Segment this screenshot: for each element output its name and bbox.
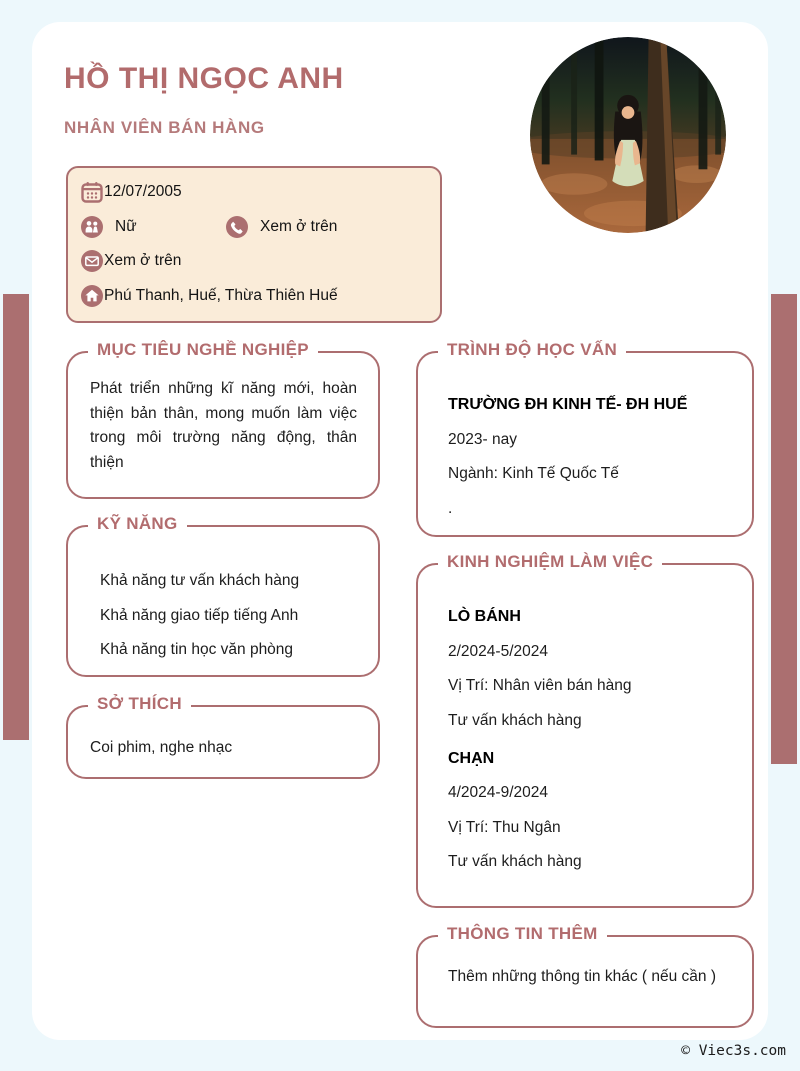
people-icon bbox=[80, 215, 104, 239]
contact-gender bbox=[80, 215, 225, 239]
contact-info-box bbox=[66, 166, 442, 323]
education-period: 2023- nay bbox=[448, 430, 517, 448]
section-hobbies-title: SỞ THÍCH bbox=[88, 694, 191, 714]
education-note: . bbox=[448, 499, 453, 517]
right-accent-bar bbox=[771, 294, 797, 764]
job-position: Vị Trí: Nhân viên bán hàng bbox=[448, 677, 632, 694]
education-entry bbox=[418, 353, 752, 519]
section-skills-title: KỸ NĂNG bbox=[88, 514, 187, 534]
address-value: Phú Thanh, Huế, Thừa Thiên Huế bbox=[104, 286, 338, 304]
left-accent-bar bbox=[3, 294, 29, 740]
job-description: Tư vấn khách hàng bbox=[448, 711, 582, 729]
section-hobbies bbox=[66, 694, 380, 779]
job-description: Tư vấn khách hàng bbox=[448, 853, 582, 870]
candidate-job-title: NHÂN VIÊN BÁN HÀNG bbox=[64, 118, 265, 137]
skill-item: Khả năng tin học văn phòng bbox=[100, 641, 294, 658]
section-education bbox=[416, 340, 754, 537]
home-icon bbox=[80, 284, 104, 308]
hobbies-text: Coi phim, nghe nhạc bbox=[90, 739, 233, 756]
phone-value: Xem ở trên bbox=[260, 217, 338, 235]
job-period: 2/2024-5/2024 bbox=[448, 642, 548, 660]
mail-icon bbox=[80, 249, 104, 273]
contact-row-birth-date bbox=[80, 175, 428, 210]
experience-job bbox=[448, 749, 732, 873]
skills-list bbox=[68, 527, 378, 660]
skill-item: Khả năng giao tiếp tiếng Anh bbox=[100, 606, 299, 624]
phone-icon bbox=[225, 215, 249, 239]
profile-photo-illustration bbox=[530, 37, 726, 233]
section-experience bbox=[416, 552, 754, 908]
gender-value: Nữ bbox=[115, 217, 137, 235]
skill-item: Khả năng tư vấn khách hàng bbox=[100, 572, 300, 589]
job-company: LÒ BÁNH bbox=[448, 608, 521, 625]
job-period: 4/2024-9/2024 bbox=[448, 784, 548, 801]
calendar-icon bbox=[80, 180, 104, 204]
education-major: Ngành: Kinh Tế Quốc Tế bbox=[448, 465, 619, 482]
experience-entries bbox=[418, 565, 752, 872]
contact-row-address bbox=[80, 279, 428, 314]
contact-row-gender-phone bbox=[80, 210, 428, 245]
job-position: Vị Trí: Thu Ngân bbox=[448, 818, 561, 836]
objective-text: Phát triển những kĩ năng mới, hoàn thiện bản thân, mong muốn làm việc trong môi trường năng động, thân thiện bbox=[90, 380, 357, 471]
education-school: TRƯỜNG ĐH KINH TẾ- ĐH HUẾ bbox=[448, 396, 688, 413]
contact-phone bbox=[225, 215, 337, 239]
site-credit: © Viec3s.com bbox=[681, 1043, 786, 1059]
contact-row-email bbox=[80, 244, 428, 279]
section-more-info-title: THÔNG TIN THÊM bbox=[438, 924, 607, 944]
section-more-info bbox=[416, 924, 754, 1028]
candidate-name: HỒ THỊ NGỌC ANH bbox=[64, 62, 344, 95]
more-info-text: Thêm những thông tin khác ( nếu cần ) bbox=[448, 968, 717, 985]
section-objective-title: MỤC TIÊU NGHỀ NGHIỆP bbox=[88, 340, 318, 360]
experience-job bbox=[448, 607, 732, 731]
section-experience-title: KINH NGHIỆM LÀM VIỆC bbox=[438, 552, 662, 572]
profile-photo bbox=[530, 37, 726, 233]
email-value: Xem ở trên bbox=[104, 252, 182, 270]
section-skills bbox=[66, 514, 380, 677]
section-education-title: TRÌNH ĐỘ HỌC VẤN bbox=[438, 340, 626, 360]
job-company: CHẠN bbox=[448, 749, 495, 767]
birth-date-value: 12/07/2005 bbox=[104, 183, 182, 201]
section-objective bbox=[66, 340, 380, 499]
